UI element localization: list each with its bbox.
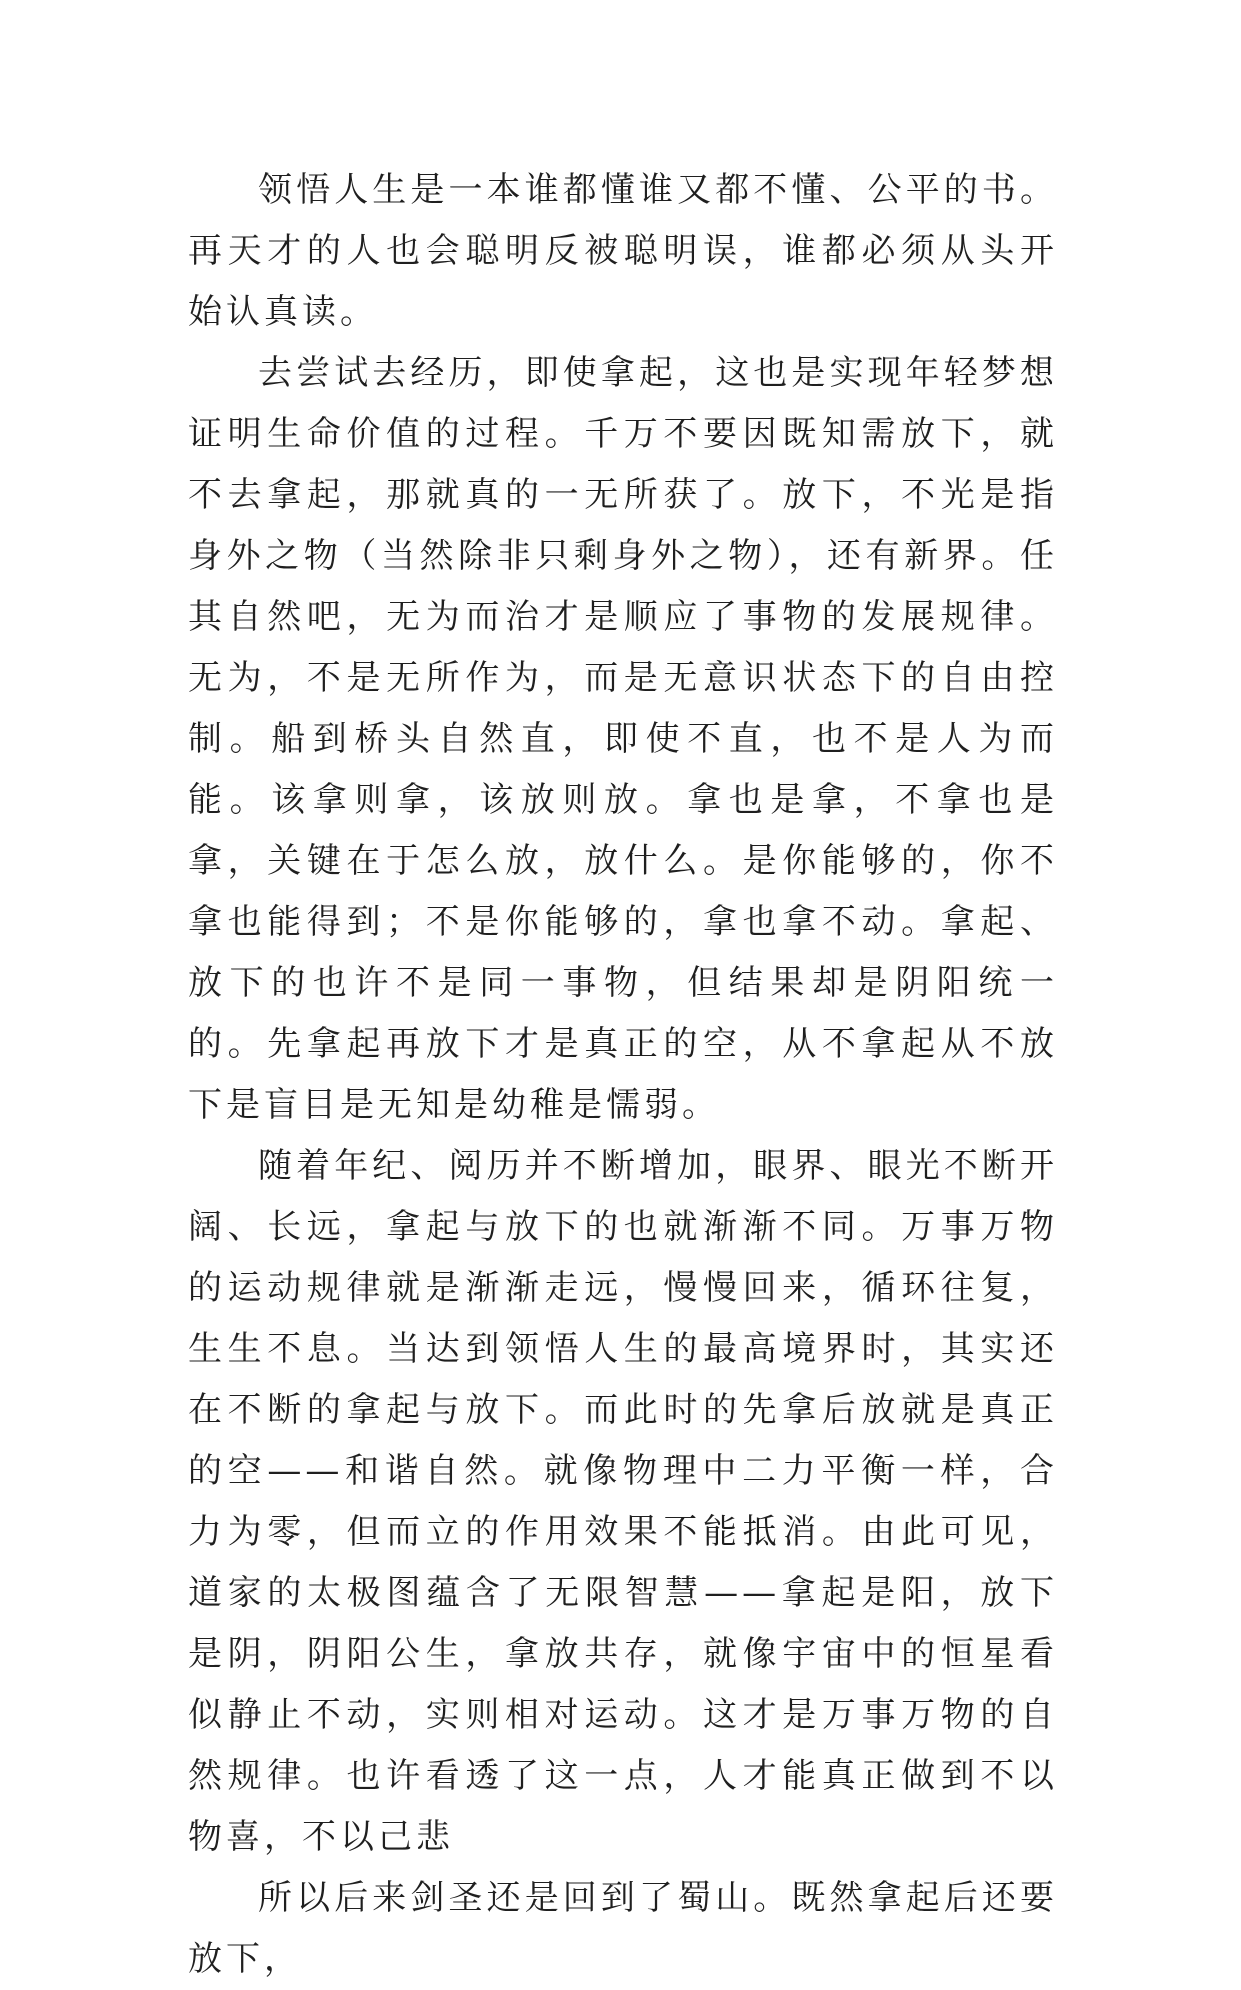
- document-body: [188, 160, 1058, 1990]
- paragraph-3: 随着年纪、阅历并不断增加，眼界、眼光不断开阔、长远，拿起与放下的也就渐渐不同。万事万物的运动规律就是渐渐走远，慢慢回来，循环往复，生生不息。当达到领悟人生的最高境界时，其实还在不断的拿起与放下。而此时的先拿后放就是真正的空——和谐自然。就像物理中二力平衡一样，合力为零，但而立的作用效果不能抵消。由此可见，道家的太极图蕴含了无限智慧——拿起是阳，放下是阴，阴阳公生，拿放共存，就像宇宙中的恒星看似静止不动，实则相对运动。这才是万事万物的自然规律。也许看透了这一点，人才能真正做到不以物喜，不以己悲: [188, 1146, 1058, 1857]
- paragraph-2: 去尝试去经历，即使拿起，这也是实现年轻梦想证明生命价值的过程。千万不要因既知需放下，就不去拿起，那就真的一无所获了。放下，不光是指身外之物（当然除非只剩身外之物），还有新界。任其自然吧，无为而治才是顺应了事物的发展规律。无为，不是无所作为，而是无意识状态下的自由控制。船到桥头自然直，即使不直，也不是人为而能。该拿则拿，该放则放。拿也是拿，不拿也是拿，关键在于怎么放，放什么。是你能够的，你不拿也能得到；不是你能够的，拿也拿不动。拿起、放下的也许不是同一事物，但结果却是阴阳统一的。先拿起再放下才是真正的空，从不拿起从不放下是盲目是无知是幼稚是懦弱。: [188, 353, 1058, 1125]
- paragraph-1: 领悟人生是一本谁都懂谁又都不懂、公平的书。再天才的人也会聪明反被聪明误，谁都必须从头开始认真读。: [188, 170, 1058, 332]
- paragraph-4: 所以后来剑圣还是回到了蜀山。既然拿起后还要放下，: [188, 1878, 1058, 1979]
